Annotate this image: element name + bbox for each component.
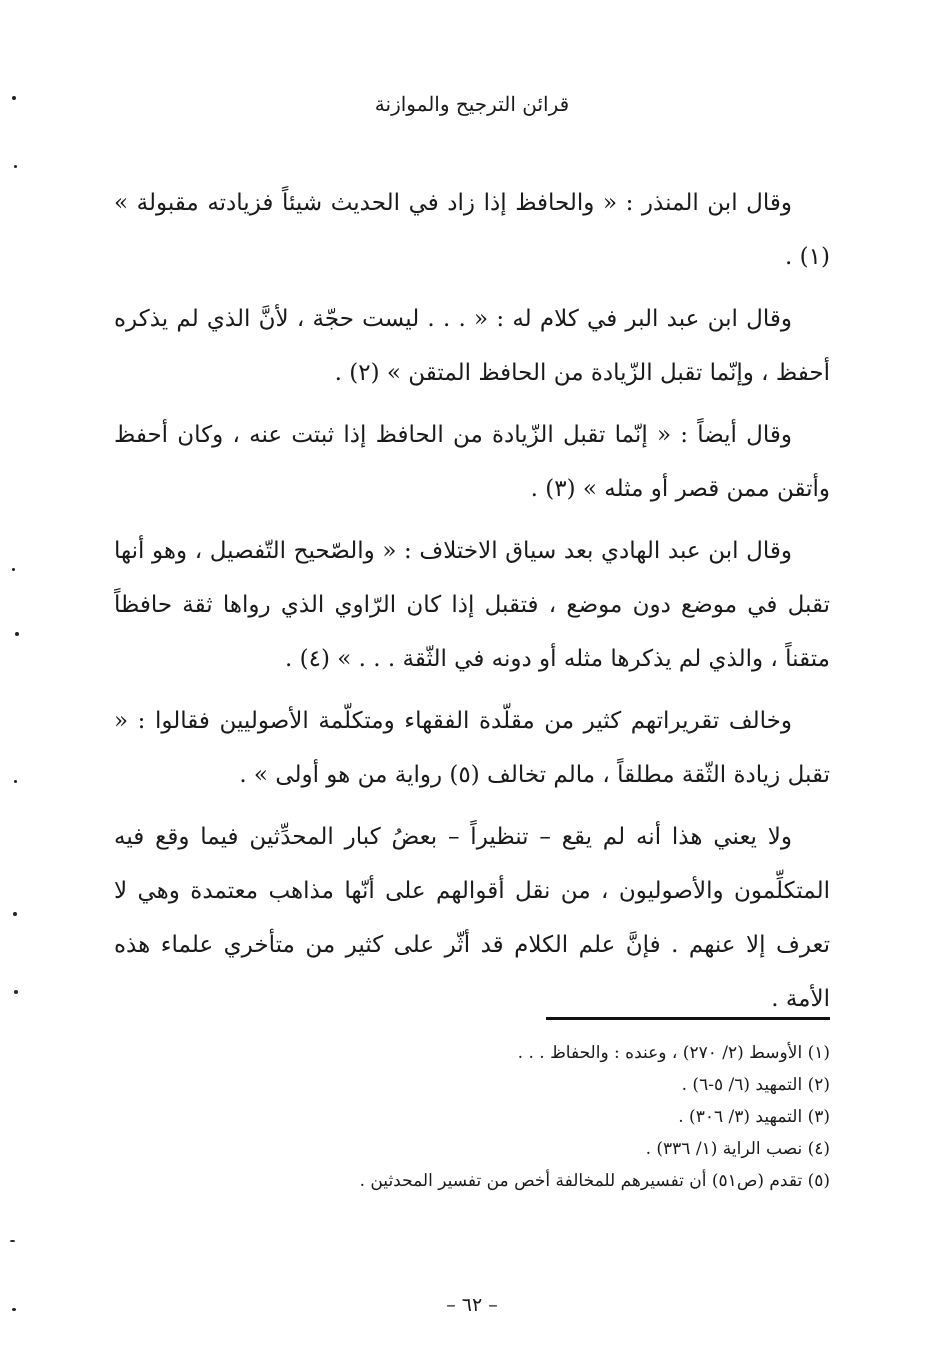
paragraph: وخالف تقريراتهم كثير من مقلّدة الفقهاء ومتكلّمة الأصوليين فقالوا : « تقبل زيادة الثّقة مطلقاً ، مالم تخالف (٥) رواية من هو أولى » . bbox=[114, 708, 830, 788]
page-number: – ٦٢ – bbox=[446, 1294, 498, 1316]
footnote: (٥) تقدم (ص٥١) أن تفسيرهم للمخالفة أخص من تفسير المحدثين . bbox=[359, 1171, 830, 1191]
paragraph: وقال ابن المنذر : « والحافظ إذا زاد في الحديث شيئاً فزيادته مقبولة » (١) . bbox=[114, 190, 830, 270]
running-title: قرائن الترجيح والموازنة bbox=[374, 92, 570, 116]
footnote: (٢) التمهيد (٦/ ٥-٦) . bbox=[681, 1075, 830, 1095]
footnote: (٣) التمهيد (٣/ ٣٠٦) . bbox=[678, 1107, 830, 1127]
scan-speck bbox=[14, 165, 17, 168]
scan-speck bbox=[15, 632, 19, 636]
paragraph: وقال ابن عبد الهادي بعد سياق الاختلاف : « والصّحيح التّفصيل ، وهو أنها تقبل في موضع دون موضع ، فتقبل إذا كان الرّاوي الذي رواها ثقة حافظاً متقناً ، والذي لم يذكرها مثله أو دونه في الثّقة . . . » (٤) . bbox=[114, 538, 830, 672]
paragraph: وقال ابن عبد البر في كلام له : « . . . ليست حجّة ، لأنَّ الذي لم يذكره أحفظ ، وإنّما تقبل الزّيادة من الحافظ المتقن » (٢) . bbox=[114, 306, 830, 386]
scan-speck bbox=[12, 568, 15, 571]
footnote-separator bbox=[546, 1017, 830, 1020]
paragraph: وقال أيضاً : « إنّما تقبل الزّيادة من الحافظ إذا ثبتت عنه ، وكان أحفظ وأتقن ممن قصر أو مثله » (٣) . bbox=[114, 422, 830, 502]
scan-speck bbox=[12, 96, 16, 100]
main-text bbox=[114, 176, 830, 1034]
scan-speck bbox=[14, 990, 18, 994]
paragraph: ولا يعني هذا أنه لم يقع – تنظيراً – بعضُ كبار المحدِّثين فيما وقع فيه المتكلِّمون والأصوليون ، من نقل أقوالهم على أنّها مذاهب معتمدة وهي لا تعرف إلا عنهم . فإنَّ علم الكلام قد أثّر على كثير من متأخري علماء هذه الأمة . bbox=[114, 824, 830, 1012]
scan-speck bbox=[10, 1240, 15, 1242]
scan-speck bbox=[13, 912, 17, 916]
footnote: (٤) نصب الراية (١/ ٣٣٦) . bbox=[645, 1139, 830, 1159]
footnotes bbox=[240, 1037, 830, 1197]
footnote: (١) الأوسط (٢/ ٢٧٠) ، وعنده : والحفاظ . . . bbox=[517, 1043, 830, 1063]
scan-speck bbox=[14, 780, 17, 783]
scan-speck bbox=[12, 1308, 16, 1311]
